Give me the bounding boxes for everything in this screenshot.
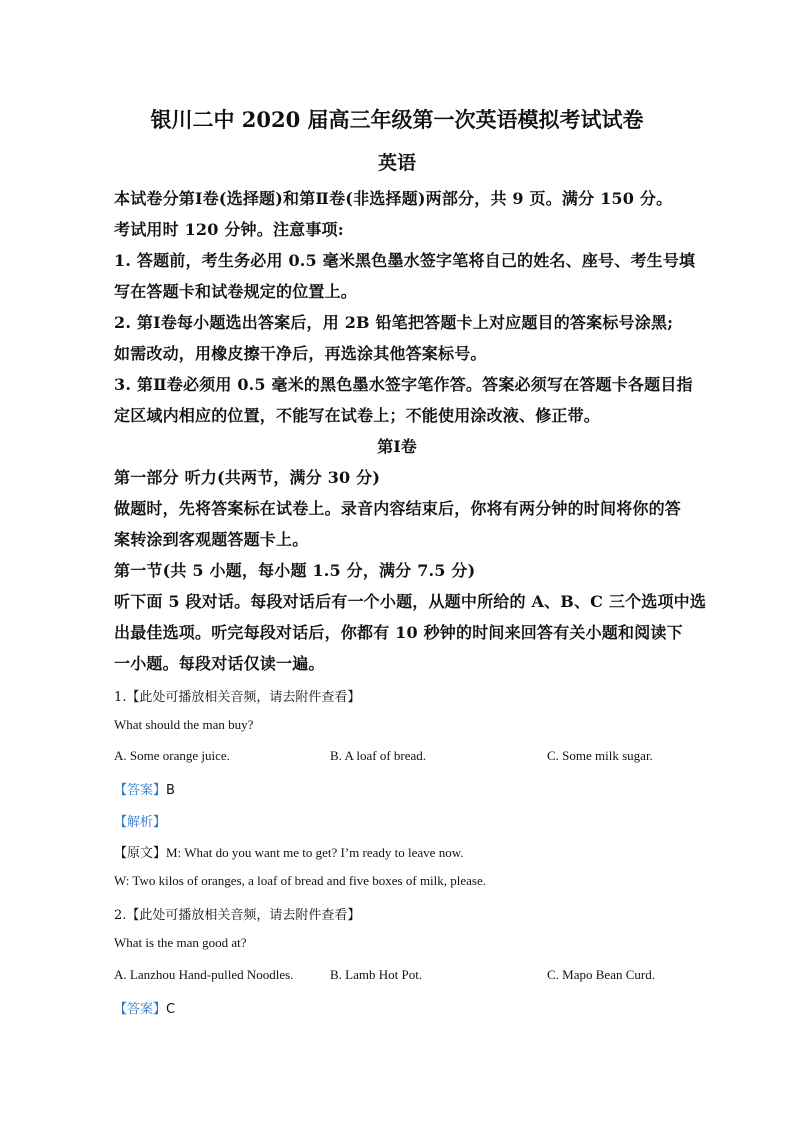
instruction-b: 案转涂到客观题答题卡上。 [114,530,309,549]
option-c: C. Mapo Bean Curd. [547,967,655,982]
section-instruction-a: 听下面 5 段对话。每段对话后有一个小题，从题中所给的 A、B、C 三个选项中选 [114,592,707,611]
transcript-row [114,842,464,862]
page-title: 银川二中 2020 届高三年级第一次英语模拟考试试卷 [150,107,644,132]
option-a: A. Some orange juice. [114,748,230,763]
audio-placeholder[interactable]: 1.【此处可播放相关音频，请去附件查看】 [114,690,361,705]
audio-placeholder[interactable]: 2.【此处可播放相关音频，请去附件查看】 [114,908,361,923]
answer-tag: 【答案】 [114,1002,167,1017]
option-b: B. Lamb Hot Pot. [330,967,423,982]
note-2a: 2. 第Ⅰ卷每小题选出答案后，用 2B 铅笔把答题卡上对应题目的答案标号涂黑; [114,313,674,332]
option-a: A. Lanzhou Hand-pulled Noodles. [114,967,294,982]
note-3b: 定区域内相应的位置，不能写在试卷上；不能使用涂改液、修正带。 [114,406,601,425]
section-heading: 第一节(共 5 小题，每小题 1.5 分，满分 7.5 分) [114,561,476,580]
option-b: B. A loaf of bread. [330,748,427,763]
volume-heading: 第Ⅰ卷 [377,437,417,456]
instruction-a: 做题时，先将答案标在试卷上。录音内容结束后，你将有两分钟的时间将你的答 [114,499,682,518]
note-1a: 1. 答题前，考生务必用 0.5 毫米黑色墨水签字笔将自己的姓名、座号、考生号填 [114,251,696,270]
transcript-m: M: What do you want me to get? I’m ready to leave now. [166,845,464,860]
intro-line-1: 本试卷分第Ⅰ卷(选择题)和第Ⅱ卷(非选择题)两部分，共 9 页。满分 150 分。 [114,189,673,208]
note-3a: 3. 第Ⅱ卷必须用 0.5 毫米的黑色墨水签字笔作答。答案必须写在答题卡各题目指 [114,375,693,394]
note-2b: 如需改动，用橡皮擦干净后，再选涂其他答案标号。 [114,344,487,363]
answer-row [114,779,175,799]
original-tag: 【原文】 [114,846,167,861]
question-stem: What is the man good at? [114,935,247,950]
page-subtitle: 英语 [377,152,416,174]
section-instruction-b: 出最佳选项。听完每段对话后，你都有 10 秒钟的时间来回答有关小题和阅读下 [114,623,683,642]
answer-row [114,998,175,1018]
section-instruction-c: 一小题。每段对话仅读一遍。 [114,654,325,673]
question-stem: What should the man buy? [114,717,254,732]
analysis-tag: 【解析】 [114,815,167,830]
part-heading: 第一部分 听力(共两节，满分 30 分) [114,468,381,487]
answer-tag: 【答案】 [114,783,167,798]
note-1b: 写在答题卡和试卷规定的位置上。 [114,282,358,301]
analysis-row [114,811,166,831]
option-c: C. Some milk sugar. [547,748,653,763]
intro-line-2: 考试用时 120 分钟。注意事项: [114,220,344,239]
answer-value: C [166,1002,176,1017]
answer-value: B [166,783,175,798]
transcript-w: W: Two kilos of oranges, a loaf of bread and five boxes of milk, please. [114,873,487,888]
